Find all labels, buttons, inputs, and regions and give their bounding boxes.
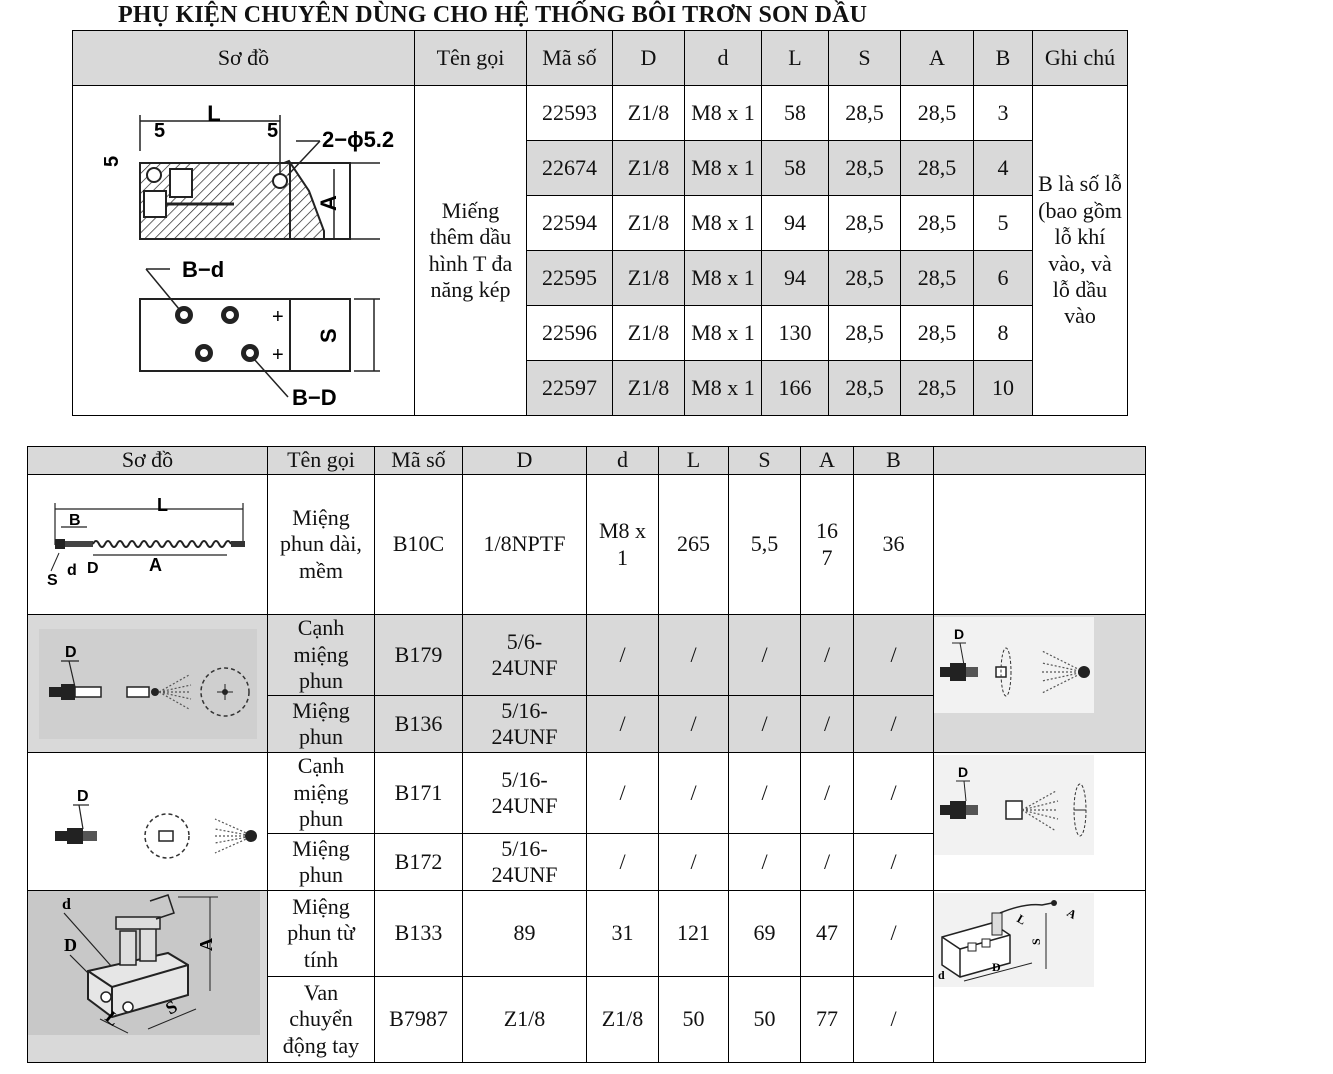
label-D: D (992, 960, 1001, 974)
cell-D: Z1/8 (463, 977, 587, 1063)
label-D: D (64, 643, 77, 661)
label-A: A (315, 194, 341, 211)
cell-B: 3 (974, 86, 1033, 141)
page-title: PHỤ KIỆN CHUYÊN DÙNG CHO HỆ THỐNG BÔI TRƠN SON DẦU (118, 2, 868, 28)
label-5-b: 5 (266, 119, 278, 142)
label-D: D (954, 626, 965, 642)
label-L: L (101, 1006, 124, 1030)
table-row (73, 86, 1128, 141)
cell-L: 94 (762, 251, 829, 306)
header-name: Tên gọi (415, 31, 527, 86)
cell-d: Z1/8 (587, 977, 659, 1063)
cell-extra (934, 475, 1146, 615)
header-B: B (974, 31, 1033, 86)
header-S: S (829, 31, 901, 86)
cell-A: 47 (801, 891, 854, 977)
cell-B: / (854, 891, 934, 977)
label-B: B (68, 511, 81, 529)
label-S: S (315, 327, 341, 343)
cell-L: / (659, 834, 729, 891)
cell-d: M8 x 1 (685, 196, 762, 251)
cell-d: / (587, 615, 659, 696)
cell-S: / (729, 615, 801, 696)
header-code: Mã số (527, 31, 613, 86)
cell-D: Z1/8 (613, 141, 685, 196)
cell-B: 4 (974, 141, 1033, 196)
label-L: L (1014, 911, 1029, 928)
t-block-note: B là số lỗ (bao gồm lỗ khí vào, và lỗ dầu vào (1033, 86, 1128, 416)
cell-S: 69 (729, 891, 801, 977)
extra-diagram-2 (934, 753, 1146, 891)
cell-A: / (801, 615, 854, 696)
cell-B: / (854, 696, 934, 753)
cell-S: 28,5 (829, 361, 901, 416)
table1-header-row (73, 31, 1128, 86)
cell-code: B7987 (375, 977, 463, 1063)
magnetic-nozzle-drawing (934, 893, 1094, 987)
cell-name: Cạnh miệng phun (268, 753, 375, 834)
cell-L: 121 (659, 891, 729, 977)
cell-A: 28,5 (901, 361, 974, 416)
label-A: A (148, 554, 162, 575)
label-S: S (1029, 938, 1043, 945)
cell-B: 8 (974, 306, 1033, 361)
cell-name: Cạnh miệng phun (268, 615, 375, 696)
cell-S: 50 (729, 977, 801, 1063)
cell-S: 5,5 (729, 475, 801, 615)
table-nozzles (27, 446, 1146, 1063)
cell-d: M8 x 1 (685, 141, 762, 196)
cell-code: B133 (375, 891, 463, 977)
label-Bd: B−d (181, 256, 224, 282)
cell-code: B136 (375, 696, 463, 753)
label-D: D (76, 787, 89, 805)
label-L: L (156, 494, 168, 515)
table-row (28, 753, 1146, 834)
label-A: A (1064, 905, 1080, 922)
label-D: D (86, 559, 99, 577)
header-S: S (729, 447, 801, 475)
cell-B: 36 (854, 475, 934, 615)
cell-code: 22593 (527, 86, 613, 141)
header-B: B (854, 447, 934, 475)
diagram-long-nozzle (28, 475, 268, 615)
table2-header-row (28, 447, 1146, 475)
cell-code: 22674 (527, 141, 613, 196)
manifold-block-drawing (28, 891, 260, 1035)
table-row (28, 615, 1146, 696)
label-D: D (958, 764, 969, 780)
header-A: A (901, 31, 974, 86)
cell-d: 31 (587, 891, 659, 977)
cell-code: 22595 (527, 251, 613, 306)
cell-D: Z1/8 (613, 86, 685, 141)
header-d: d (587, 447, 659, 475)
table-row (28, 891, 1146, 977)
cell-name: Van chuyển động tay (268, 977, 375, 1063)
cell-code: B172 (375, 834, 463, 891)
cell-d: / (587, 753, 659, 834)
cell-S: 28,5 (829, 251, 901, 306)
cell-D: 5/6-24UNF (463, 615, 587, 696)
diagram-manifold-block (28, 891, 268, 1063)
cell-A: 77 (801, 977, 854, 1063)
cell-L: 130 (762, 306, 829, 361)
cell-D: 5/16-24UNF (463, 696, 587, 753)
cell-S: / (729, 834, 801, 891)
cell-A: / (801, 696, 854, 753)
label-hole: 2−ϕ5.2 (321, 126, 394, 152)
cell-code: 22597 (527, 361, 613, 416)
cell-code: 22596 (527, 306, 613, 361)
header-note: Ghi chú (1033, 31, 1128, 86)
table-t-oil-blocks (72, 30, 1128, 416)
cell-D: Z1/8 (613, 361, 685, 416)
cell-name: Miệng phun (268, 696, 375, 753)
label-d: d (66, 561, 77, 579)
table-row (28, 475, 1146, 615)
cell-S: / (729, 696, 801, 753)
cell-L: 166 (762, 361, 829, 416)
cell-S: 28,5 (829, 306, 901, 361)
cell-L: / (659, 753, 729, 834)
header-extra (934, 447, 1146, 475)
cell-L: / (659, 615, 729, 696)
cell-D: Z1/8 (613, 251, 685, 306)
diagram-t-block (73, 86, 415, 416)
cell-B: / (854, 977, 934, 1063)
cell-d: M8 x 1 (685, 86, 762, 141)
header-L: L (762, 31, 829, 86)
cell-D: Z1/8 (613, 196, 685, 251)
cell-A: / (801, 753, 854, 834)
cell-code: B10C (375, 475, 463, 615)
cell-B: / (854, 753, 934, 834)
cell-d: / (587, 696, 659, 753)
nozzle-spray-drawing (934, 617, 1094, 713)
cell-L: 50 (659, 977, 729, 1063)
label-S: S (162, 996, 181, 1019)
label-L: L (206, 100, 221, 126)
side-nozzle-drawing-2 (39, 767, 257, 877)
cell-B: / (854, 615, 934, 696)
nozzle-spray-drawing-2 (934, 755, 1094, 855)
cell-D: 89 (463, 891, 587, 977)
long-nozzle-drawing (33, 495, 263, 595)
cell-A: 28,5 (901, 86, 974, 141)
cell-name: Miệng phun dài, mềm (268, 475, 375, 615)
cell-B: 10 (974, 361, 1033, 416)
cell-S: 28,5 (829, 141, 901, 196)
cell-L: 58 (762, 141, 829, 196)
cell-D: 1/8NPTF (463, 475, 587, 615)
cell-B: 6 (974, 251, 1033, 306)
side-nozzle-drawing (39, 629, 257, 739)
cell-B: 5 (974, 196, 1033, 251)
cell-name: Miệng phun từ tính (268, 891, 375, 977)
header-diagram: Sơ đồ (28, 447, 268, 475)
cell-d: / (587, 834, 659, 891)
extra-diagram-3 (934, 891, 1146, 1063)
cell-d: M8 x 1 (587, 475, 659, 615)
header-L: L (659, 447, 729, 475)
cell-D: 5/16-24UNF (463, 753, 587, 834)
cell-L: 94 (762, 196, 829, 251)
cell-S: 28,5 (829, 86, 901, 141)
label-BD: B−D (291, 384, 337, 410)
svg-text:+: + (271, 305, 284, 328)
header-D: D (613, 31, 685, 86)
cell-A: 28,5 (901, 251, 974, 306)
extra-diagram-1 (934, 615, 1146, 753)
header-A: A (801, 447, 854, 475)
label-d: d (938, 968, 945, 982)
label-5-c: 5 (100, 155, 123, 167)
header-name: Tên gọi (268, 447, 375, 475)
cell-A: 28,5 (901, 196, 974, 251)
cell-S: / (729, 753, 801, 834)
cell-code: 22594 (527, 196, 613, 251)
svg-text:+: + (271, 343, 284, 366)
cell-A: 28,5 (901, 306, 974, 361)
t-block-drawing (84, 91, 404, 411)
cell-d: M8 x 1 (685, 361, 762, 416)
header-diagram: Sơ đồ (73, 31, 415, 86)
t-block-name: Miếng thêm dầu hình T đa năng kép (415, 86, 527, 416)
diagram-side-nozzle-1 (28, 615, 268, 753)
cell-D: 5/16-24UNF (463, 834, 587, 891)
cell-code: B179 (375, 615, 463, 696)
cell-L: 58 (762, 86, 829, 141)
header-D: D (463, 447, 587, 475)
cell-A: / (801, 834, 854, 891)
cell-S: 28,5 (829, 196, 901, 251)
diagram-side-nozzle-2 (28, 753, 268, 891)
cell-name: Miệng phun (268, 834, 375, 891)
cell-code: B171 (375, 753, 463, 834)
label-5-a: 5 (153, 119, 165, 142)
cell-A: 28,5 (901, 141, 974, 196)
cell-A: 16 7 (801, 475, 854, 615)
label-D: D (64, 935, 77, 955)
header-code: Mã số (375, 447, 463, 475)
cell-D: Z1/8 (613, 306, 685, 361)
cell-B: / (854, 834, 934, 891)
label-d: d (62, 896, 71, 913)
cell-L: 265 (659, 475, 729, 615)
cell-L: / (659, 696, 729, 753)
header-d: d (685, 31, 762, 86)
cell-d: M8 x 1 (685, 306, 762, 361)
label-A: A (196, 938, 216, 951)
label-S: S (46, 571, 58, 589)
cell-d: M8 x 1 (685, 251, 762, 306)
